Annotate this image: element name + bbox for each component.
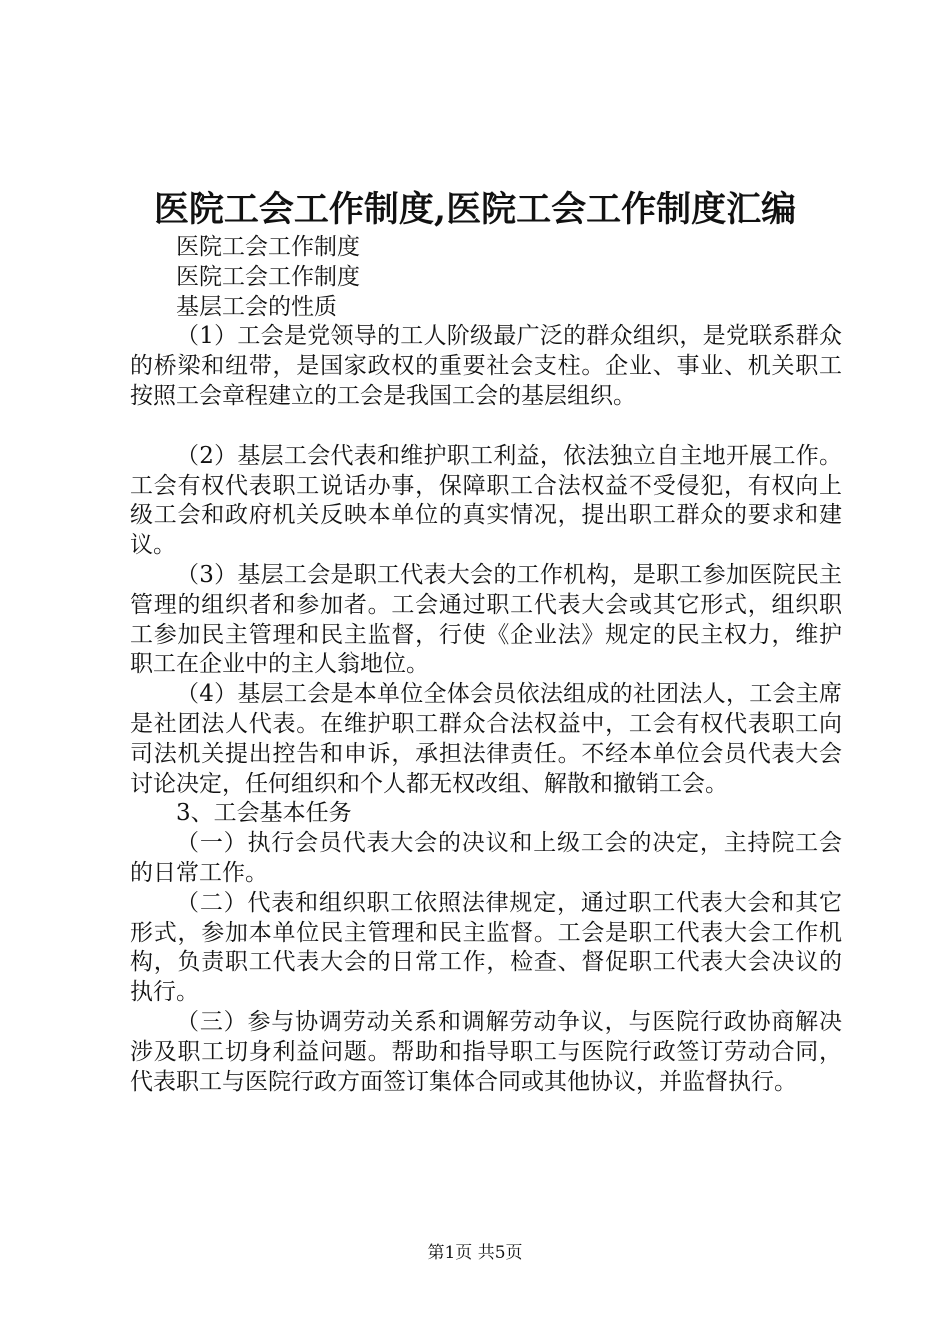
paragraph: （二）代表和组织职工依照法律规定，通过职工代表大会和其它形式，参加本单位民主管理和民主监督。工会是职工代表大会工作机构，负责职工代表大会的日常工作，检查、督促职工代表大会决议的执行。: [130, 889, 842, 1006]
section-heading: 基层工会的性质: [176, 293, 337, 320]
section-heading: 3、工会基本任务: [176, 800, 352, 827]
heading-line: 医院工会工作制度: [176, 263, 360, 290]
document-title: 医院工会工作制度,医院工会工作制度汇编: [153, 189, 797, 230]
paragraph: （4）基层工会是本单位全体会员依法组成的社团法人，工会主席是社团法人代表。在维护职工群众合法权益中，工会有权代表职工向司法机关提出控告和申诉，承担法律责任。不经本单位会员代表大会讨论决定，任何组织和个人都无权改组、解散和撤销工会。: [130, 681, 842, 797]
page-number: 第1页 共5页: [427, 1243, 523, 1263]
document-body: [130, 233, 842, 1097]
paragraph: （三）参与协调劳动关系和调解劳动争议，与医院行政协商解决涉及职工切身利益问题。帮助和指导职工与医院行政签订劳动合同，代表职工与医院行政方面签订集体合同或其他协议，并监督执行。: [130, 1008, 842, 1095]
paragraph: （1）工会是党领导的工人阶级最广泛的群众组织，是党联系群众的桥梁和纽带，是国家政权的重要社会支柱。企业、事业、机关职工按照工会章程建立的工会是我国工会的基层组织。: [130, 323, 842, 409]
paragraph: （2）基层工会代表和维护职工利益，依法独立自主地开展工作。工会有权代表职工说话办事，保障职工合法权益不受侵犯，有权向上级工会和政府机关反映本单位的真实情况，提出职工群众的要求和建议。: [130, 442, 842, 559]
heading-line: 医院工会工作制度: [176, 234, 360, 260]
paragraph: （一）执行会员代表大会的决议和上级工会的决定，主持院工会的日常工作。: [130, 830, 842, 886]
paragraph: （3）基层工会是职工代表大会的工作机构，是职工参加医院民主管理的组织者和参加者。工会通过职工代表大会或其它形式，组织职工参加民主管理和民主监督，行使《企业法》规定的民主权力，维护职工在企业中的主人翁地位。: [130, 561, 842, 678]
